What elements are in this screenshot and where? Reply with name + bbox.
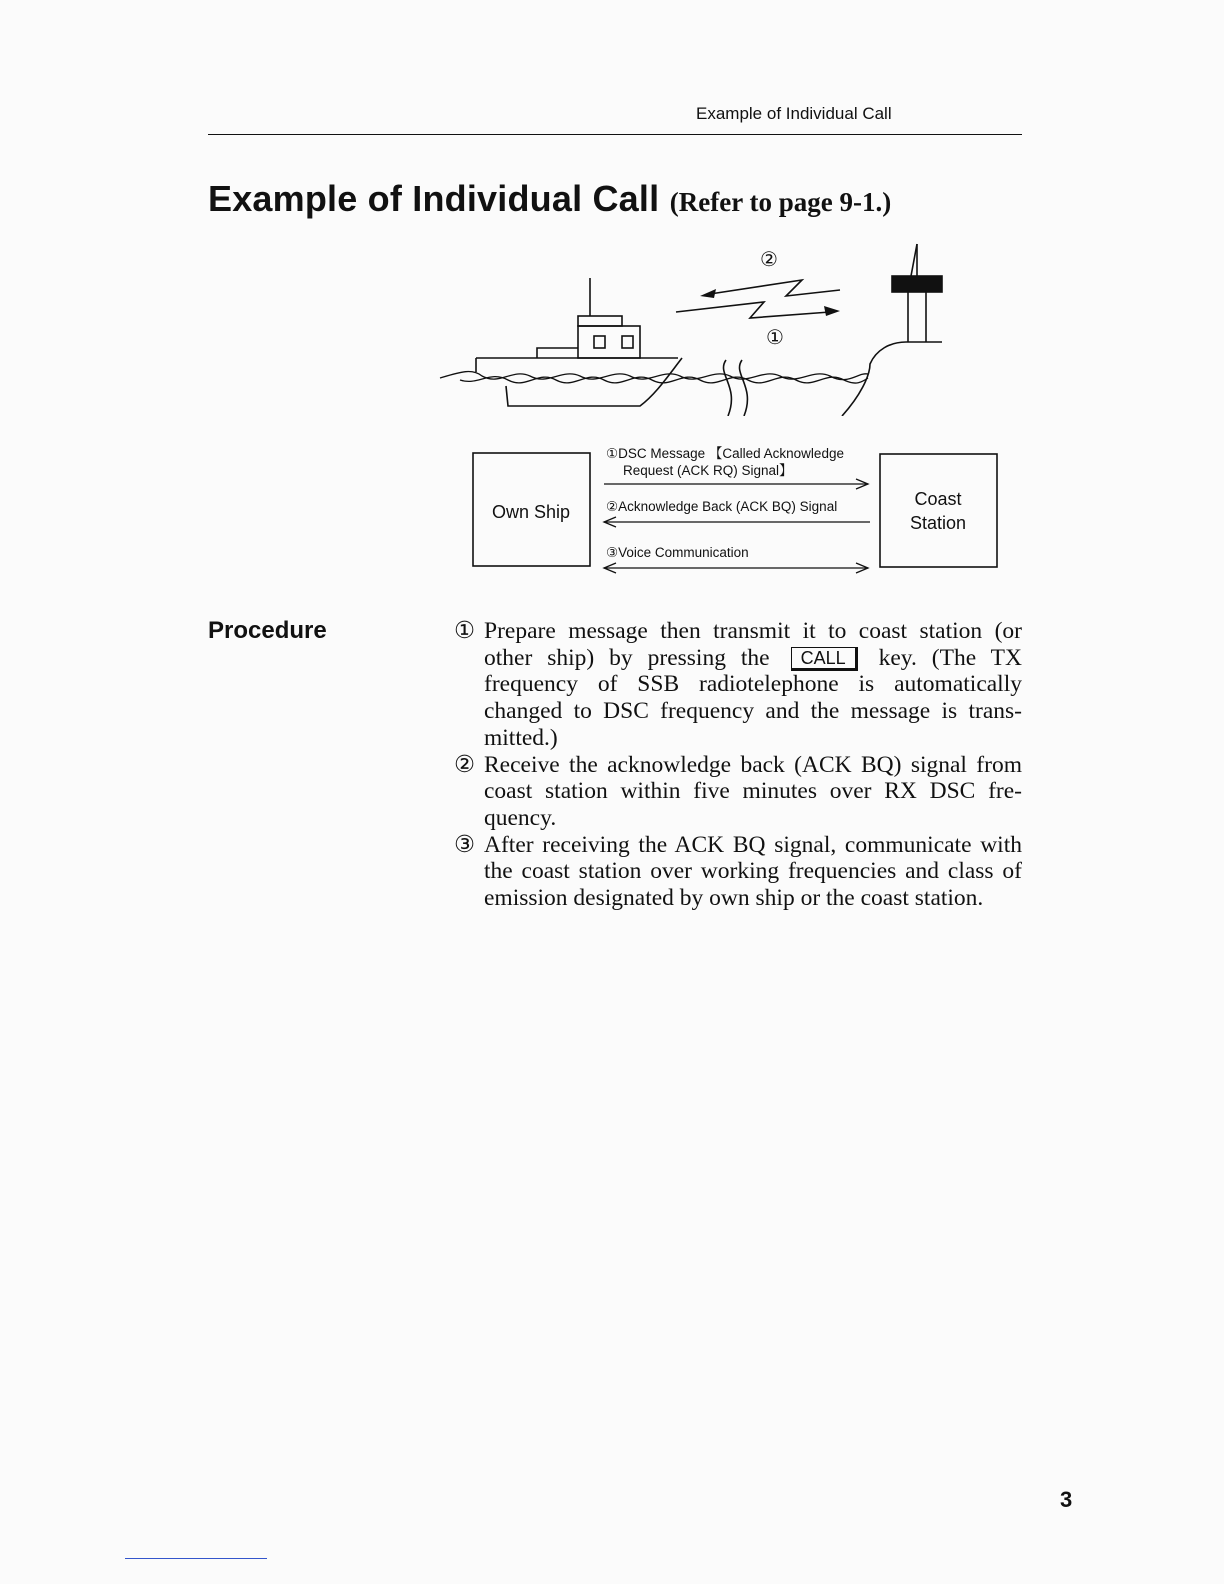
signal3-label: ③Voice Communication — [606, 545, 749, 560]
coast-station-label: Coast — [914, 489, 962, 509]
header-rule — [208, 134, 1022, 135]
ship-window — [622, 336, 633, 348]
procedure-heading: Procedure — [208, 617, 327, 644]
coast-station-box — [880, 454, 997, 567]
signal-arrow-ack — [710, 280, 840, 296]
signal2-label: ②Acknowledge Back (ACK BQ) Signal — [606, 499, 838, 514]
signal-arrow-head — [824, 306, 840, 316]
call-flow-diagram — [470, 438, 1010, 578]
ship-cabin — [578, 326, 640, 358]
step-text: Prepare message then transmit it to coast station (or other ship) by pressing the — [484, 618, 1022, 671]
signal-arrow-head — [700, 289, 716, 298]
procedure-step — [454, 752, 1022, 832]
marker-ack: ② — [760, 247, 778, 271]
step-text: After receiving the ACK BQ signal, communicate with the coast station over working frequencies and class of emission designated by own ship or the coast station. — [484, 831, 1022, 912]
call-key: CALL — [791, 647, 858, 671]
step-text: key. (The TX frequency of SSB radiotelephone is automatically changed to DSC frequency and the message is trans-mitted.) — [484, 644, 1023, 751]
step-text: Receive the acknowledge back (ACK BQ) signal from coast station within five minutes over RX DSC fre-quency. — [484, 751, 1022, 831]
marker-dsc: ① — [766, 325, 784, 349]
page-reference: (Refer to page 9-1.) — [669, 187, 892, 217]
step-number: ① — [454, 618, 476, 644]
signal1-label: ①DSC Message 【Called Acknowledge — [606, 446, 844, 461]
signal-arrow-dsc — [676, 302, 830, 318]
page-number: 3 — [1060, 1487, 1073, 1512]
page-title-main: Example of Individual Call — [208, 178, 660, 219]
step-number: ③ — [454, 831, 476, 858]
page-title — [208, 178, 891, 220]
radio-call-illustration — [420, 236, 960, 416]
ship-window — [594, 336, 605, 348]
procedure-step — [454, 832, 1022, 912]
own-ship-label: Own Ship — [491, 502, 571, 522]
break-symbol — [739, 360, 747, 416]
running-header: Example of Individual Call — [696, 104, 892, 123]
ship-funnel — [537, 348, 578, 358]
break-symbol — [723, 360, 731, 416]
signal1-label: Request (ACK RQ) Signal】 — [623, 463, 793, 478]
tower-top — [892, 276, 942, 292]
procedure-steps — [454, 618, 1022, 912]
tower-antenna — [911, 244, 917, 276]
footer-rule — [125, 1558, 267, 1559]
ship-bridge — [578, 316, 622, 326]
step-number: ② — [454, 751, 476, 778]
procedure-step — [454, 618, 1022, 752]
coast-station-label: Station — [909, 513, 967, 533]
ship-hull — [476, 358, 682, 406]
coastline — [842, 342, 942, 416]
